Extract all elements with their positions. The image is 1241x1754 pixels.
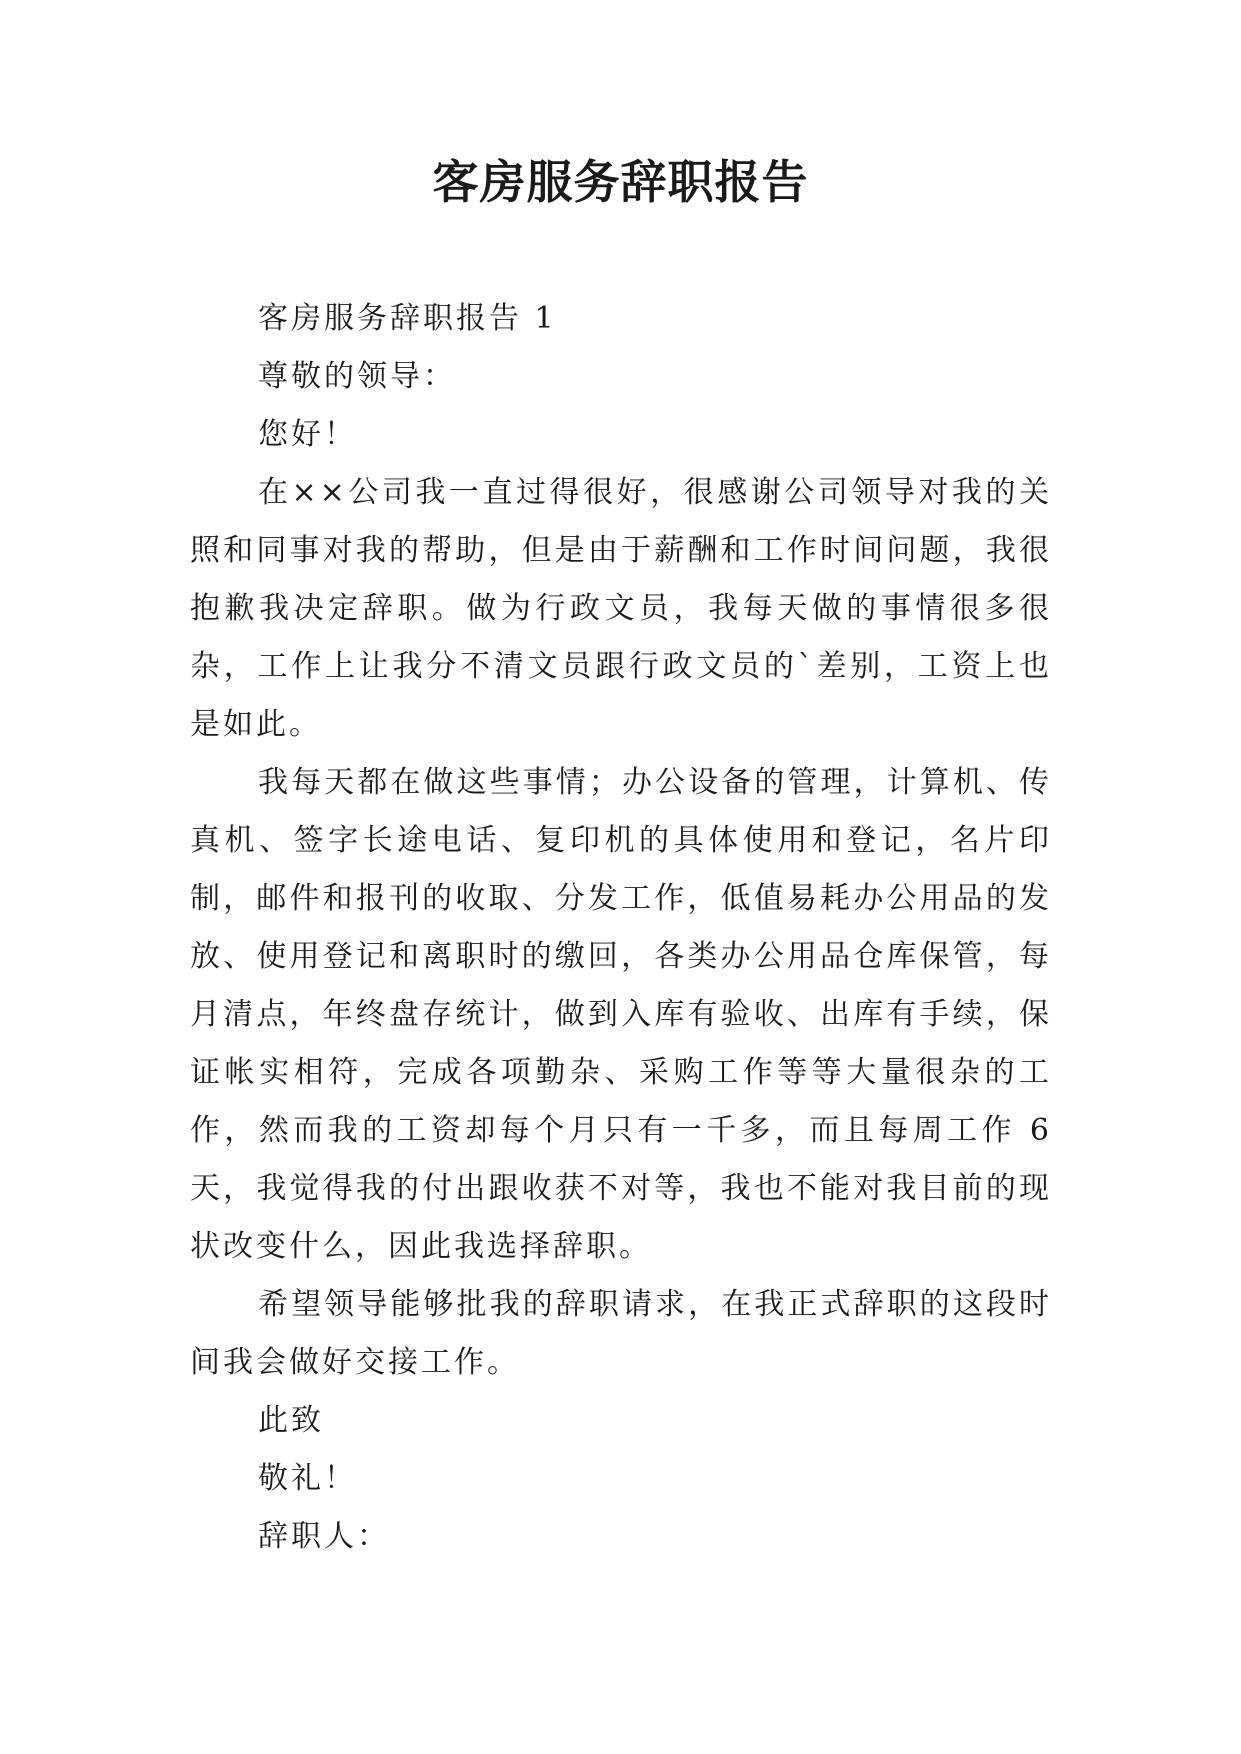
- salutation: 尊敬的领导：: [258, 359, 456, 394]
- document-body: [190, 290, 1052, 1566]
- document-title: 客房服务辞职报告: [432, 155, 809, 209]
- signature-label: 辞职人：: [258, 1519, 390, 1554]
- paragraph-request: 希望领导能够批我的辞职请求，在我正式辞职的这段时间我会做好交接工作。: [190, 1287, 1052, 1380]
- closing-line-1: 此致: [258, 1403, 324, 1438]
- paragraph-reason: 在××公司我一直过得很好，很感谢公司领导对我的关照和同事对我的帮助，但是由于薪酬和工作时间问题，我很抱歉我决定辞职。做为行政文员，我每天做的事情很多很杂，工作上让我分不清文员跟行政文员的`差别，工资上也是如此。: [190, 475, 1052, 742]
- paragraph-duties: 我每天都在做这些事情；办公设备的管理，计算机、传真机、签字长途电话、复印机的具体使用和登记，名片印制，邮件和报刊的收取、分发工作，低值易耗办公用品的发放、使用登记和离职时的缴回，各类办公用品仓库保管，每月清点，年终盘存统计，做到入库有验收、出库有手续，保证帐实相符，完成各项勤杂、采购工作等等大量很杂的工作，然而我的工资却每个月只有一千多，而且每周工作 6 天，我觉得我的付出跟收获不对等，我也不能对我目前的现状改变什么，因此我选择辞职。: [190, 765, 1052, 1264]
- greeting: 您好！: [258, 417, 357, 452]
- report-subtitle: 客房服务辞职报告 1: [258, 301, 557, 336]
- closing-line-2: 敬礼！: [258, 1461, 357, 1496]
